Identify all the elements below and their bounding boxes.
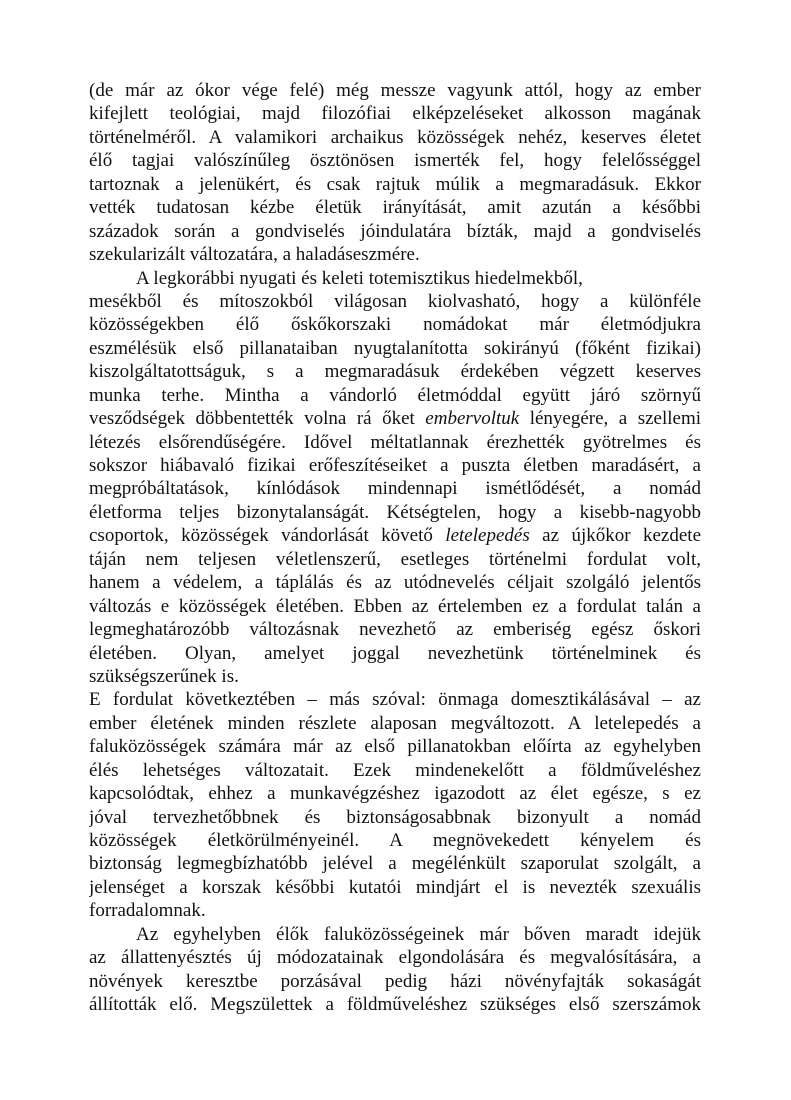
text-line: tartoznak a jelenükért, és csak rajtuk múlik a megmaradásuk. Ekkor bbox=[89, 173, 701, 195]
text-line: kifejlett teológiai, majd filozófiai elképzeléseket alkosson magának bbox=[89, 103, 701, 125]
text-line bbox=[89, 524, 701, 547]
text-line: Az egyhelyben élők faluközösségeinek már bőven maradt idejük bbox=[136, 923, 701, 945]
text-line: megpróbáltatások, kínlódások mindennapi ismétlődését, a nomád bbox=[89, 478, 701, 500]
text-line: mesékből és mítoszokból világosan kiolvasható, hogy a különféle bbox=[89, 290, 701, 312]
text-line: biztonság legmegbízhatóbb jelével a megélénkült szaporulat szolgált, a bbox=[89, 853, 701, 875]
text-line: közösségek életkörülményeinél. A megnövekedett kényelem és bbox=[89, 830, 701, 851]
text-line: ember életének minden részlete alaposan megváltozott. A letelepedés a bbox=[89, 712, 701, 734]
text-line: növények keresztbe porzásával pedig házi növényfajták sokaságát bbox=[89, 970, 701, 992]
text-line: jóval tervezhetőbbnek és biztonságosabbnak bizonyult a nomád bbox=[89, 806, 701, 828]
text-line: életforma teljes bizonytalanságát. Kétségtelen, hogy a kisebb-nagyobb bbox=[89, 501, 701, 523]
text-line: E fordulat következtében – más szóval: önmaga domesztikálásával – az bbox=[89, 689, 701, 711]
text-segment: csoportok, közösségek vándorlását követő bbox=[89, 525, 446, 547]
text-line: (de már az ókor vége felé) még messze vagyunk attól, hogy az ember bbox=[89, 80, 701, 101]
text-line: hanem a védelem, a táplálás és az utódnevelés céljait szolgáló jelentős bbox=[89, 572, 701, 594]
text-line: eszmélésük első pillanataiban nyugtalanította sokirányú (főként fizikai) bbox=[89, 337, 701, 359]
text-line: közösségekben élő őskőkorszaki nomádokat már életmódjukra bbox=[89, 314, 701, 336]
text-line: faluközösségek számára már az első pillanatokban előírta az egyhelyben bbox=[89, 736, 701, 758]
text-line: sokszor hiábavaló fizikai erőfeszítéseiket a puszta életben maradásért, a bbox=[89, 455, 701, 476]
text-line: kiszolgáltatottságuk, s a megmaradásuk érdekében végzett keserves bbox=[89, 361, 701, 383]
text-segment: az újkőkor kezdete bbox=[529, 525, 701, 547]
text-line: szekularizált változatára, a haladáseszmére. bbox=[89, 244, 420, 266]
text-line: kapcsolódtak, ehhez a munkavégzéshez igazodott az élet egésze, s ez bbox=[89, 783, 701, 805]
text-line bbox=[89, 407, 701, 430]
text-line: élés lehetséges változatait. Ezek mindenekelőtt a földműveléshez bbox=[89, 759, 701, 781]
text-segment: vesződségek döbbentették volna rá őket bbox=[89, 408, 426, 430]
emphasized-term: embervoltuk bbox=[425, 408, 520, 430]
text-line: változás e közösségek életében. Ebben az értelemben ez a fordulat talán a bbox=[89, 595, 701, 617]
text-segment: lényegére, a szellemi bbox=[519, 408, 701, 430]
emphasized-term: letelepedés bbox=[445, 525, 530, 547]
text-line: az állattenyésztés új módozatainak elgondolására és megvalósítására, a bbox=[89, 947, 701, 969]
text-line: történelméről. A valamikori archaikus közösségek nehéz, keserves életet bbox=[89, 126, 701, 148]
text-line: létezés elsőrendűségére. Idővel méltatlannak érezhették gyötrelmes és bbox=[89, 431, 701, 453]
text-line: századok során a gondviselés jóindulatára bízták, majd a gondviselés bbox=[89, 220, 701, 242]
text-line: állították elő. Megszülettek a földműveléshez szükséges első szerszámok bbox=[89, 994, 701, 1016]
text-line: jelenséget a korszak későbbi kutatói mindjárt el is nevezték szexuális bbox=[89, 876, 701, 898]
text-line: élő tagjai valószínűleg ösztönösen ismerték fel, hogy felelősséggel bbox=[89, 150, 701, 172]
body-text bbox=[89, 79, 701, 1017]
text-line: életében. Olyan, amelyet joggal nevezhetünk történelminek és bbox=[89, 642, 701, 664]
text-line: legmeghatározóbb változásnak nevezhető az emberiség egész őskori bbox=[89, 619, 701, 641]
text-line: A legkorábbi nyugati és keleti totemisztikus hiedelmekből, bbox=[136, 267, 583, 289]
text-line: táján nem teljesen véletlenszerű, esetleges történelmi fordulat volt, bbox=[89, 548, 701, 570]
text-line: munka terhe. Mintha a vándorló életmóddal együtt járó szörnyű bbox=[89, 384, 701, 406]
text-line: vették tudatosan kézbe életük irányítását, amit azután a későbbi bbox=[89, 197, 701, 219]
text-line: szükségszerűnek is. bbox=[89, 665, 239, 687]
text-line: forradalomnak. bbox=[89, 900, 206, 922]
